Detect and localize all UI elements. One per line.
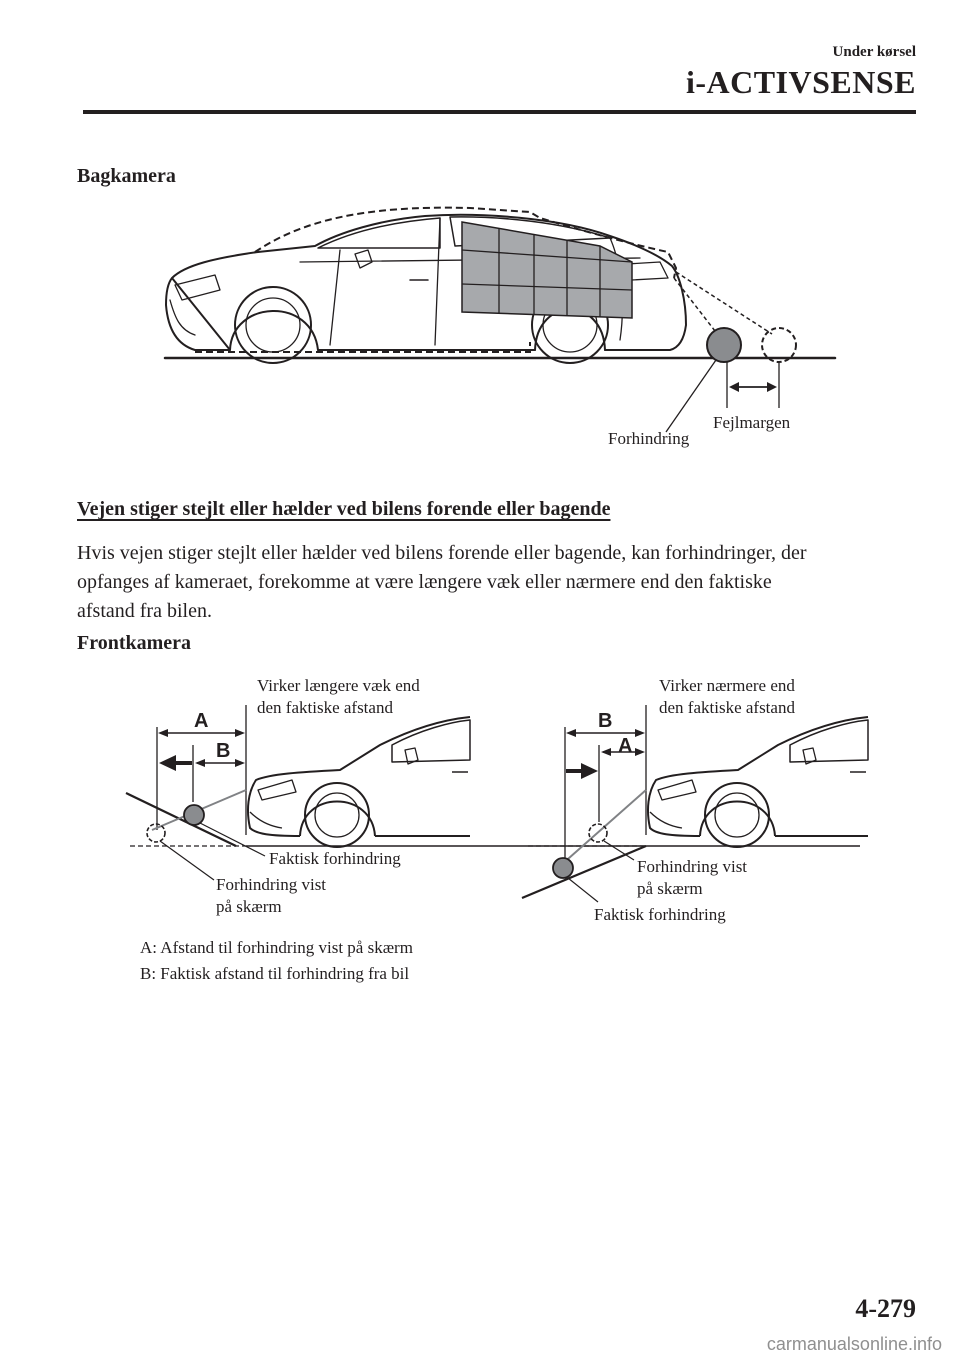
- left-displayed-obstacle-icon: [147, 824, 165, 842]
- section-heading: Vejen stiger stejlt eller hælder ved bilens forende eller bagende: [77, 498, 611, 520]
- legend-b: B: Faktisk afstand til forhindring fra bil: [140, 964, 410, 983]
- error-margin-label: Fejlmargen: [713, 413, 791, 432]
- left-direction-arrow: [159, 755, 192, 771]
- right-actual-label: Faktisk forhindring: [594, 905, 726, 924]
- right-shown-label-line1: Forhindring vist: [637, 857, 748, 876]
- right-actual-obstacle-icon: [553, 858, 573, 878]
- body-line: opfanges af kameraet, forekomme at være længere væk eller nærmere end den faktiske: [77, 571, 772, 593]
- watermark: carmanualsonline.info: [766, 1334, 942, 1354]
- section-label: Under kørsel: [832, 44, 916, 60]
- left-shown-label-line2: på skærm: [216, 897, 282, 916]
- right-caption-line2: den faktiske afstand: [659, 698, 795, 717]
- right-direction-arrow: [566, 763, 598, 779]
- page-number: 4-279: [855, 1294, 916, 1323]
- body-line: Hvis vejen stiger stejlt eller hælder ved bilens forende eller bagende, kan forhindringer, der: [77, 542, 807, 564]
- left-actual-obstacle-icon: [184, 805, 204, 825]
- right-letter-b: B: [598, 710, 613, 732]
- front-camera-heading: Frontkamera: [77, 632, 192, 654]
- page-title: i-ACTIVSENSE: [685, 64, 916, 100]
- left-caption-line2: den faktiske afstand: [257, 698, 393, 717]
- body-line: afstand fra bilen.: [77, 600, 212, 622]
- legend-a: A: Afstand til forhindring vist på skærm: [140, 938, 413, 957]
- left-letter-a: A: [194, 710, 209, 732]
- left-actual-label: Faktisk forhindring: [269, 849, 401, 868]
- right-caption-line1: Virker nærmere end: [659, 676, 795, 695]
- left-shown-label-line1: Forhindring vist: [216, 875, 327, 894]
- right-letter-a: A: [618, 735, 633, 757]
- obstacle-label: Forhindring: [608, 429, 690, 448]
- right-shown-label-line2: på skærm: [637, 879, 703, 898]
- left-caption-line1: Virker længere væk end: [257, 676, 420, 695]
- left-letter-b: B: [216, 740, 231, 762]
- rear-camera-heading: Bagkamera: [77, 165, 176, 187]
- right-panel: [522, 676, 868, 924]
